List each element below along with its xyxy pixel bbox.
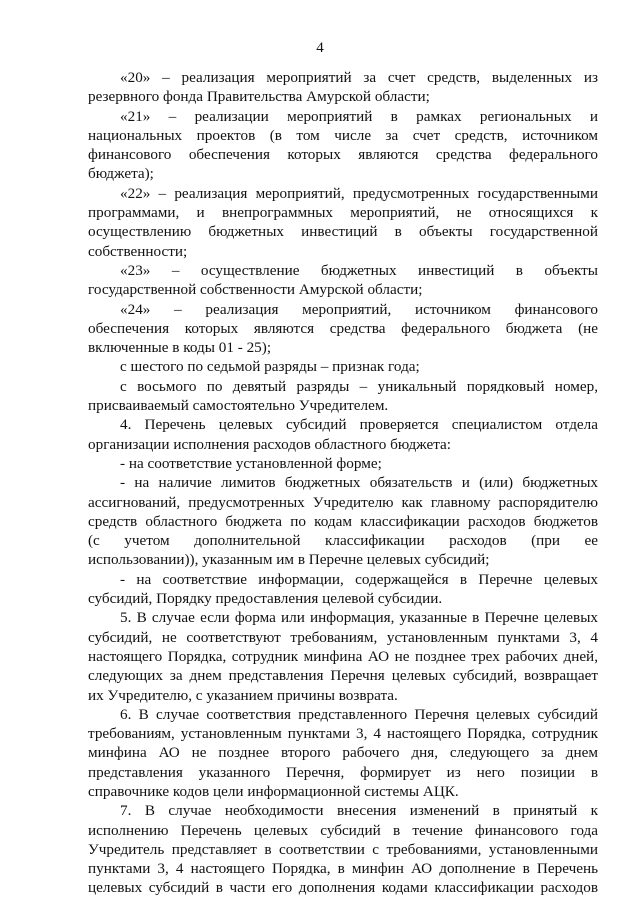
text-line: - на наличие лимитов бюджетных обязательств и (или) бюджетных	[120, 474, 598, 492]
text-line: финансового обеспечения которых являются средства федерального	[88, 146, 598, 164]
text-line: «20» – реализация мероприятий за счет средств, выделенных из	[120, 69, 598, 86]
text-line: справочнике кодов цели информационной системы АЦК.	[88, 782, 459, 800]
text-line: 6. В случае соответствия представленного Перечня целевых субсидий	[120, 705, 598, 723]
text-line: настоящего Порядка, сотрудник минфина АО не позднее трех рабочих дней,	[88, 647, 598, 665]
text-line: целевых субсидий в части его дополнения кодами классификации расходов	[88, 879, 598, 897]
page-number: 4	[316, 40, 324, 56]
text-line: программами, и внепрограммных мероприятий, не относящихся к	[88, 204, 598, 222]
text-line: государственной собственности Амурской области;	[88, 281, 423, 299]
text-line: 4. Перечень целевых субсидий проверяется специалистом отдела	[120, 416, 598, 434]
text-line: - на соответствие информации, содержащейся в Перечне целевых	[120, 570, 598, 588]
text-line: 5. В случае если форма или информация, указанные в Перечне целевых	[120, 609, 598, 627]
text-line: включенные в коды 01 - 25);	[88, 339, 272, 357]
text-line: ассигнований, предусмотренных Учредителю как главному распорядителю	[88, 493, 598, 511]
text-line: национальных проектов (в том числе за счет средств, источником	[88, 126, 598, 144]
text-line: обеспечения которых являются средства федерального бюджета (не	[88, 319, 598, 337]
text-line: «21» – реализации мероприятий в рамках региональных и	[120, 107, 598, 125]
text-line: осуществлению бюджетных инвестиций в объекты государственной	[88, 223, 598, 241]
text-line: следующих за днем представления Перечня целевых субсидий, возвращает	[88, 667, 598, 685]
text-line: - на соответствие установленной форме;	[120, 454, 382, 472]
text-line: организации исполнения расходов областного бюджета:	[88, 435, 451, 453]
text-line: их Учредителю, с указанием причины возврата.	[88, 686, 398, 704]
text-line: средств областного бюджета по кодам классификации расходов бюджетов	[88, 512, 598, 530]
text-line: «24» – реализация мероприятий, источником финансового	[120, 300, 598, 318]
text-line: (с учетом дополнительной классификации расходов (при ее	[88, 532, 598, 550]
text-line: требованиям, установленным пунктами 3, 4 настоящего Порядка, сотрудник	[88, 725, 598, 743]
text-line: резервного фонда Правительства Амурской области;	[88, 88, 430, 106]
text-line: субсидий, Порядку предоставления целевой субсидии.	[88, 590, 443, 608]
text-line: пунктами 3, 4 настоящего Порядка, в минфин АО дополнение в Перечень	[88, 860, 598, 878]
text-line: исполнению Перечень целевых субсидий в течение финансового года	[88, 821, 598, 839]
text-line: с восьмого по девятый разряды – уникальный порядковый номер,	[120, 377, 598, 395]
text-line: бюджета);	[88, 165, 154, 183]
text-line: с шестого по седьмой разряды – признак года;	[120, 358, 420, 376]
text-line: присваиваемый самостоятельно Учредителем.	[88, 397, 389, 415]
text-line: «23» – осуществление бюджетных инвестиций в объекты	[120, 261, 598, 279]
text-line: представления указанного Перечня, формирует из него позиции в	[88, 763, 598, 781]
text-line: минфина АО не позднее второго рабочего дня, следующего за днем	[88, 744, 598, 762]
text-line: «22» – реализация мероприятий, предусмотренных государственными	[120, 184, 598, 202]
document-body	[88, 68, 598, 898]
text-line: использовании)), указанным им в Перечне целевых субсидий;	[88, 551, 490, 569]
text-line: Учредитель представляет в соответствии с требованиями, установленными	[88, 840, 598, 858]
text-line: 7. В случае необходимости внесения изменений в принятый к	[120, 802, 598, 820]
text-line: собственности;	[88, 242, 188, 260]
text-line: субсидий, не соответствуют требованиям, установленным пунктами 3, 4	[88, 628, 598, 646]
